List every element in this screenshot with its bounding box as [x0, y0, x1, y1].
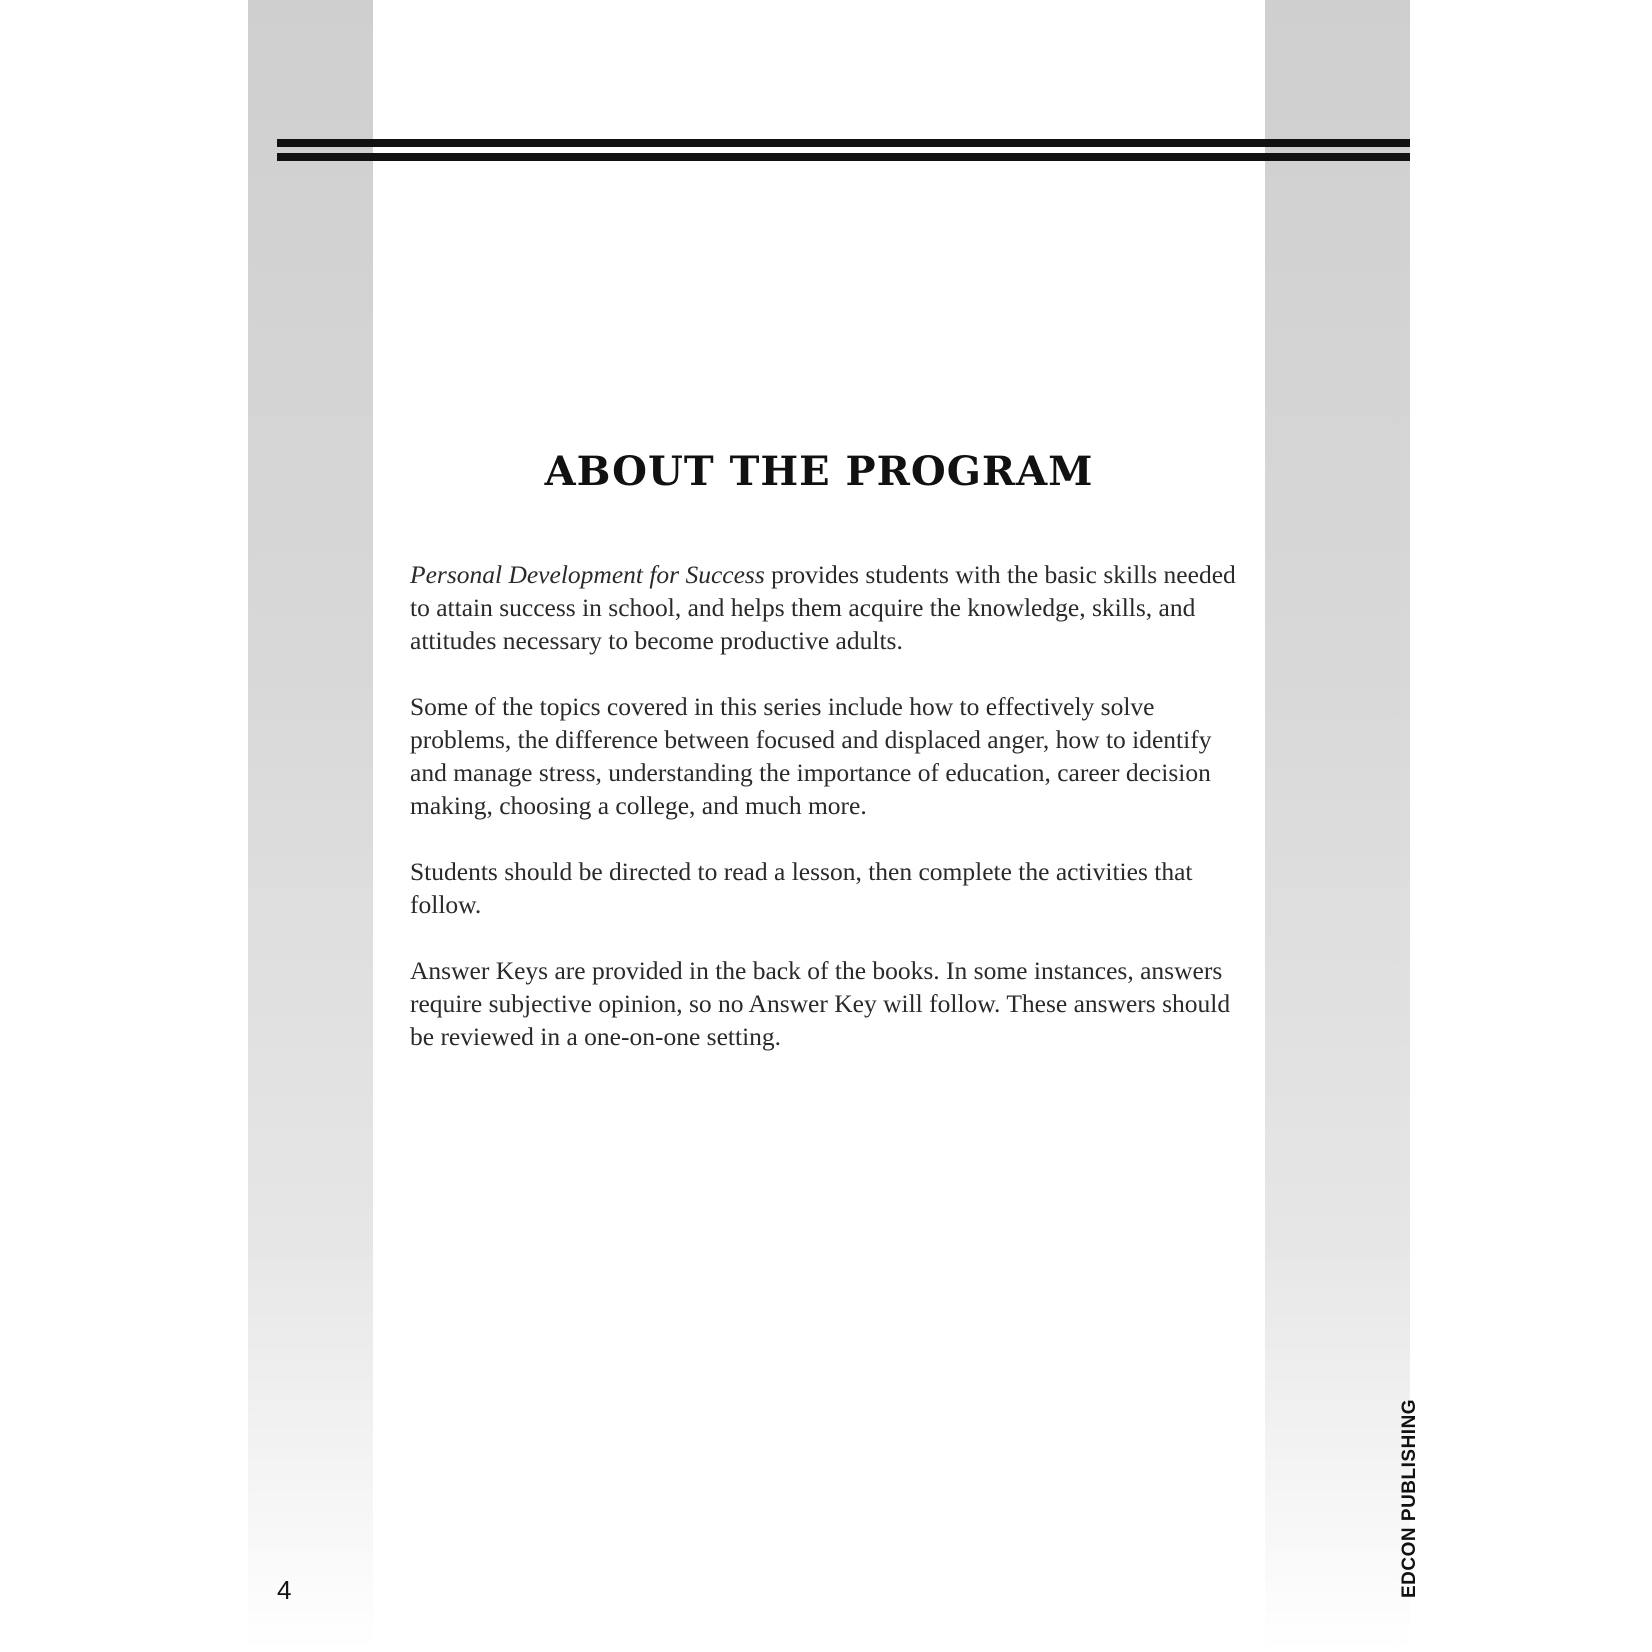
page-title: ABOUT THE PROGRAM — [544, 448, 1094, 495]
body-text — [410, 558, 1250, 1086]
page-number: 4 — [277, 1575, 292, 1605]
paragraph-answer-keys: Answer Keys are provided in the back of the books. In some instances, answers require subjective opinion, so no Answer Key will follow. These answers should be reviewed in a one-on-one setting. — [410, 956, 1231, 1051]
header-rule-top — [277, 139, 1410, 147]
paragraph-topics: Some of the topics covered in this series include how to effectively solve problems, the difference between focused and displaced anger, how to identify and manage stress, understanding the importance of education, career decision making, choosing a college, and much more. — [410, 692, 1212, 820]
book-title-italic: Personal Development for Success — [410, 560, 765, 589]
header-rule-bottom — [277, 153, 1410, 161]
publisher-label: EDCON PUBLISHING — [1399, 1398, 1420, 1598]
paragraph-intro-text: provides students with the basic skills needed to attain success in school, and helps them acquire the knowledge, skills, and attitudes necessary to become productive adults. — [410, 560, 1236, 655]
left-gray-bar — [248, 0, 373, 1652]
right-gray-bar — [1265, 0, 1410, 1652]
paragraph-instructions: Students should be directed to read a lesson, then complete the activities that follow. — [410, 857, 1193, 919]
paragraph-intro — [410, 558, 1250, 657]
